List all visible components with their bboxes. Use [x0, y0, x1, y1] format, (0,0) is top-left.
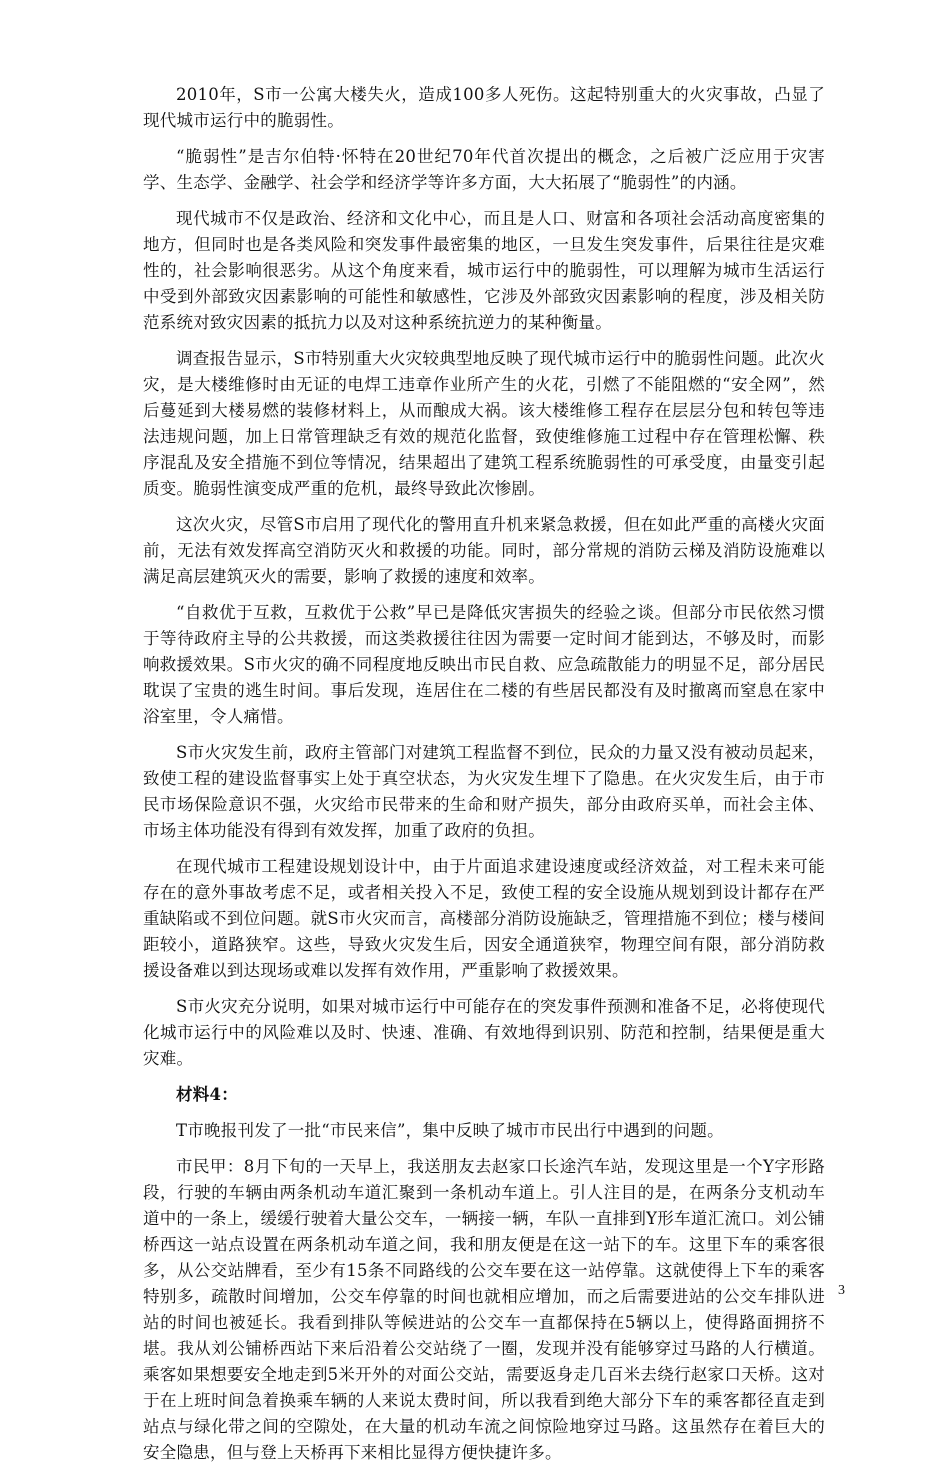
paragraph: “脆弱性”是吉尔伯特·怀特在20世纪70年代首次提出的概念，之后被广泛应用于灾害学、生态学、金融学、社会学和经济学等许多方面，大大拓展了“脆弱性”的内涵。	[143, 147, 825, 192]
paragraph: 这次火灾，尽管S市启用了现代化的警用直升机来紧急救援，但在如此严重的高楼火灾面前，无法有效发挥高空消防灭火和救援的功能。同时，部分常规的消防云梯及消防设施难以满足高层建筑灭火的需要，影响了救援的速度和效率。	[143, 515, 825, 586]
page-number: 3	[838, 1283, 845, 1298]
paragraph: 现代城市不仅是政治、经济和文化中心，而且是人口、财富和各项社会活动高度密集的地方，但同时也是各类风险和突发事件最密集的地区，一旦发生突发事件，后果往往是灾难性的，社会影响很恶劣。从这个角度来看，城市运行中的脆弱性，可以理解为城市生活运行中受到外部致灾因素影响的可能性和敏感性，它涉及外部致灾因素影响的程度，涉及相关防范系统对致灾因素的抵抗力以及对这种系统抗逆力的某种衡量。	[143, 209, 825, 332]
paragraph: S市火灾充分说明，如果对城市运行中可能存在的突发事件预测和准备不足，必将使现代化城市运行中的风险难以及时、快速、准确、有效地得到识别、防范和控制，结果便是重大灾难。	[143, 997, 825, 1068]
paragraph: S市火灾发生前，政府主管部门对建筑工程监督不到位，民众的力量又没有被动员起来，致使工程的建设监督事实上处于真空状态，为火灾发生埋下了隐患。在火灾发生后，由于市民市场保险意识不强，火灾给市民带来的生命和财产损失，部分由政府买单，而社会主体、市场主体功能没有得到有效发挥，加重了政府的负担。	[143, 743, 825, 840]
paragraph: 调查报告显示，S市特别重大火灾较典型地反映了现代城市运行中的脆弱性问题。此次火灾，是大楼维修时由无证的电焊工违章作业所产生的火花，引燃了不能阻燃的“安全网”，然后蔓延到大楼易燃的装修材料上，从而酿成大祸。该大楼维修工程存在层层分包和转包等违法违规问题，加上日常管理缺乏有效的规范化监督，致使维修施工过程中存在管理松懈、秩序混乱及安全措施不到位等情况，结果超出了建筑工程系统脆弱性的可承受度，由量变引起质变。脆弱性演变成严重的危机，最终导致此次惨剧。	[143, 349, 825, 498]
material-heading: 材料4：	[176, 1085, 238, 1104]
paragraph: T市晚报刊发了一批“市民来信”，集中反映了城市市民出行中遇到的问题。	[176, 1121, 724, 1140]
paragraph: 在现代城市工程建设规划设计中，由于片面追求建设速度或经济效益，对工程未来可能存在的意外事故考虑不足，或者相关投入不足，致使工程的安全设施从规划到设计都存在严重缺陷或不到位问题。就S市火灾而言，高楼部分消防设施缺乏，管理措施不到位；楼与楼间距较小，道路狭窄。这些，导致火灾发生后，因安全通道狭窄，物理空间有限，部分消防救援设备难以到达现场或难以发挥有效作用，严重影响了救援效果。	[143, 857, 825, 980]
paragraph: “自救优于互救，互救优于公救”早已是降低灾害损失的经验之谈。但部分市民依然习惯于等待政府主导的公共救援，而这类救援往往因为需要一定时间才能到达，不够及时，而影响救援效果。S市火灾的确不同程度地反映出市民自救、应急疏散能力的明显不足，部分居民耽误了宝贵的逃生时间。事后发现，连居住在二楼的有些居民都没有及时撤离而窒息在家中浴室里，令人痛惜。	[143, 603, 825, 726]
paragraph: 2010年，S市一公寓大楼失火，造成100多人死伤。这起特别重大的火灾事故，凸显了现代城市运行中的脆弱性。	[143, 85, 825, 130]
document-body	[143, 82, 825, 1476]
paragraph: 市民甲：8月下旬的一天早上，我送朋友去赵家口长途汽车站，发现这里是一个Y字形路段，行驶的车辆由两条机动车道汇聚到一条机动车道上。引人注目的是，在两条分支机动车道中的一条上，缓缓行驶着大量公交车，一辆接一辆，车队一直排到Y形车道汇流口。刘公铺桥西这一站点设置在两条机动车道之间，我和朋友便是在这一站下的车。这里下车的乘客很多，从公交站牌看，至少有15条不同路线的公交车要在这一站停靠。这就使得上下车的乘客特别多，疏散时间增加，公交车停靠的时间也就相应增加，而之后需要进站的公交车排队进站的时间也被延长。我看到排队等候进站的公交车一直都保持在5辆以上，使得路面拥挤不堪。我从刘公铺桥西站下来后沿着公交站绕了一圈，发现并没有能够穿过马路的人行横道。乘客如果想要安全地走到5米开外的对面公交站，需要返身走几百米去绕行赵家口天桥。这对于在上班时间急着换乘车辆的人来说太费时间，所以我看到绝大部分下车的乘客都径直走到站点与绿化带之间的空隙处，在大量的机动车流之间惊险地穿过马路。这虽然存在着巨大的安全隐患，但与登上天桥再下来相比显得方便快捷许多。	[143, 1157, 825, 1462]
